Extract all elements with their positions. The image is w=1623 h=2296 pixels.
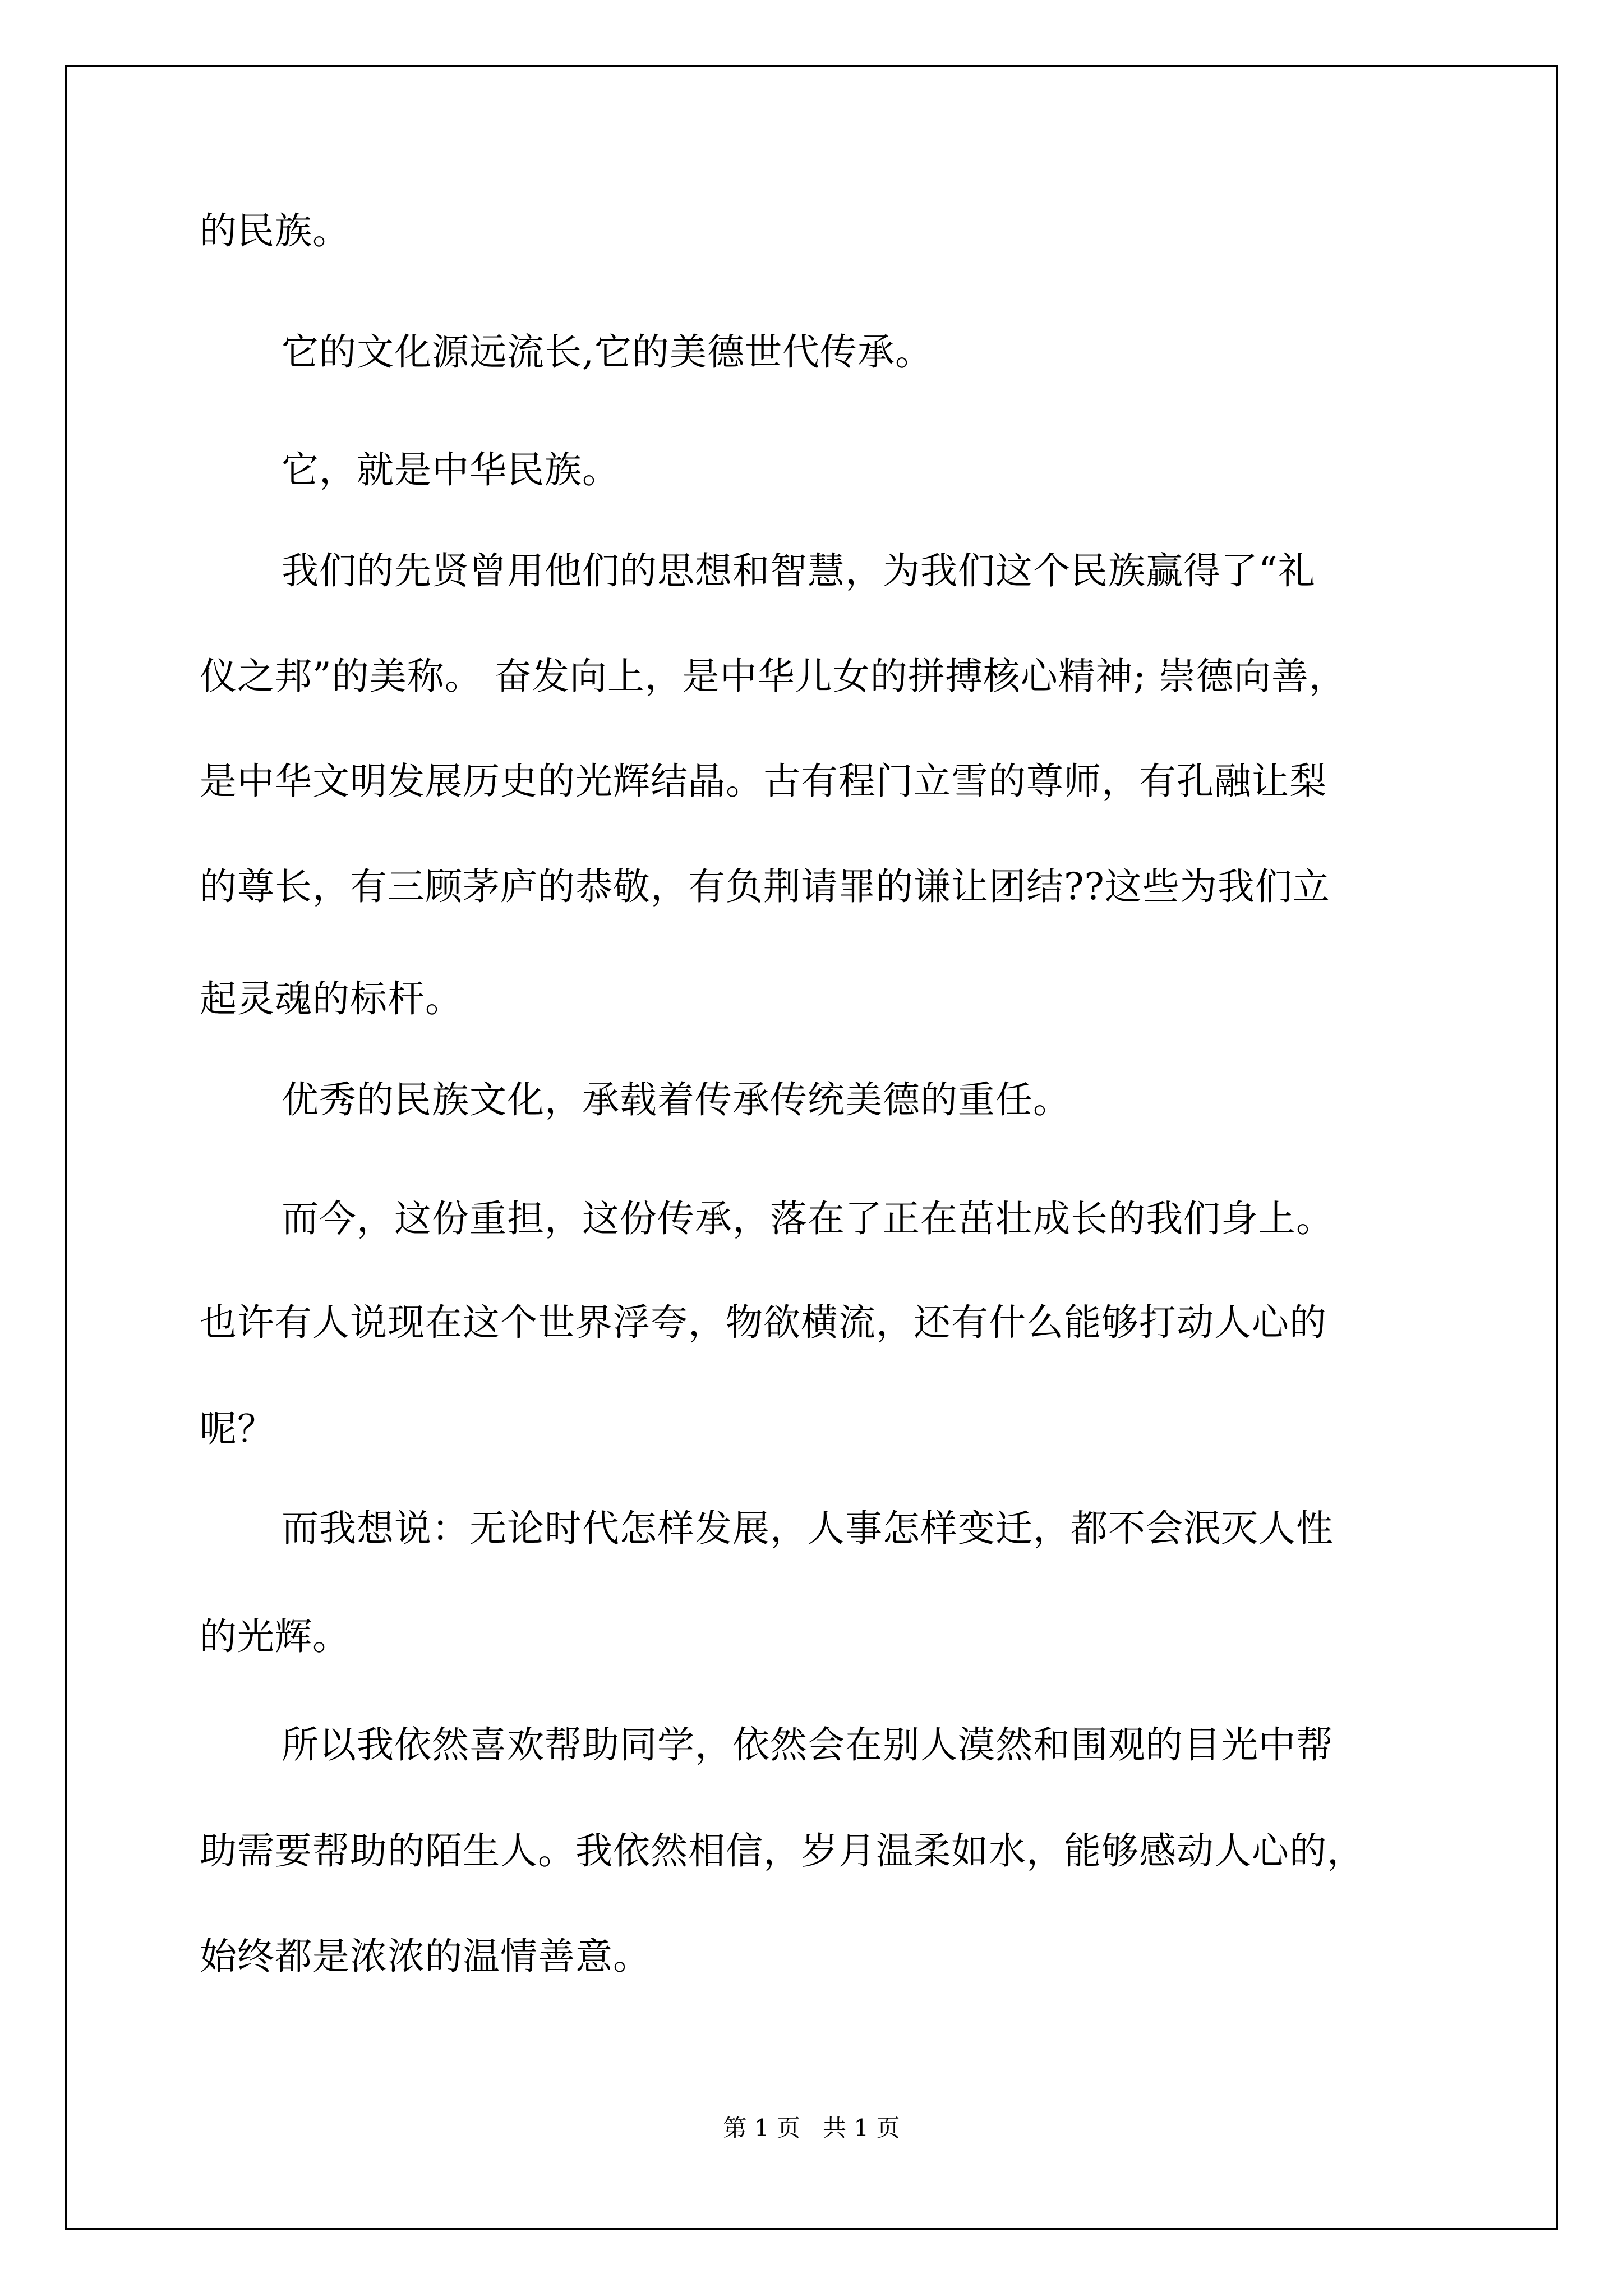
text-line: 也许有人说现在这个世界浮夸，物欲横流，还有什么能够打动人心的 xyxy=(200,1301,1327,1344)
page-border xyxy=(65,65,1558,2230)
text-line: 是中华文明发展历史的光辉结晶。古有程门立雪的尊师，有孔融让梨 xyxy=(200,760,1327,803)
text-line: 仪之邦”的美称。 奋发向上，是中华儿女的拼搏核心精神; 崇德向善， xyxy=(200,655,1347,698)
text-line: 优秀的民族文化，承载着传承传统美德的重任。 xyxy=(282,1078,1071,1121)
text-line: 而今，这份重担，这份传承，落在了正在茁壮成长的我们身上。 xyxy=(282,1197,1334,1240)
text-line: 它的文化源远流长,它的美德世代传承。 xyxy=(282,330,933,374)
text-line: 的光辉。 xyxy=(200,1615,350,1658)
text-line: 起灵魂的标杆。 xyxy=(200,977,463,1020)
text-line: 的尊长，有三顾茅庐的恭敬，有负荆请罪的谦让团结??这些为我们立 xyxy=(200,865,1330,908)
text-line: 始终都是浓浓的温情善意。 xyxy=(200,1935,651,1978)
text-line: 助需要帮助的陌生人。我依然相信，岁月温柔如水，能够感动人心的， xyxy=(200,1829,1364,1872)
text-line: 我们的先贤曾用他们的思想和智慧，为我们这个民族赢得了“礼 xyxy=(282,549,1316,592)
text-line: 的民族。 xyxy=(200,209,350,252)
text-line: 它，就是中华民族。 xyxy=(282,448,620,491)
text-line: 而我想说：无论时代怎样发展，人事怎样变迁，都不会泯灭人性 xyxy=(282,1507,1334,1550)
text-line: 呢？ xyxy=(200,1407,275,1451)
page-number-footer: 第 1 页 共 1 页 xyxy=(723,2114,900,2142)
text-line: 所以我依然喜欢帮助同学，依然会在别人漠然和围观的目光中帮 xyxy=(282,1723,1334,1766)
